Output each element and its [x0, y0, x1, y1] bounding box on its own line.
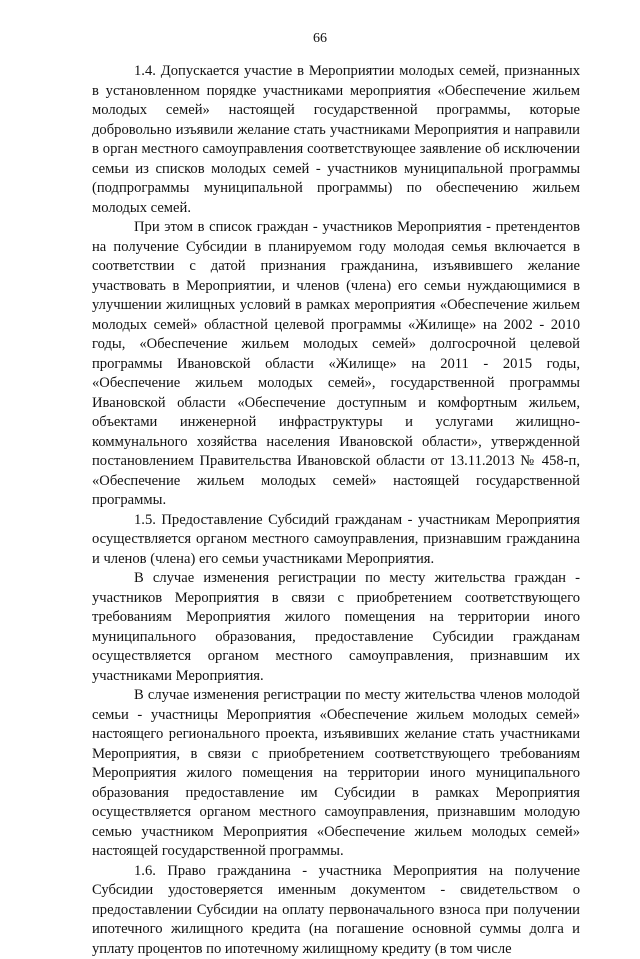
document-body: [92, 62, 580, 959]
paragraph-registration-change-family: В случае изменения регистрации по месту жительства членов молодой семьи - участницы Мероприятия «Обеспечение жильем молодых семей» настоящего регионального проекта, изъявивших желание стать участниками Мероприятия, в связи с приобретением соответствующего требованиям Мероприятия жилого помещения на территории иного муниципального образования предоставление им Субсидии в рамках Мероприятия осуществляется органом местного самоуправления, признавшим молодую семью участником Мероприятия «Обеспечение жильем молодых семей» настоящей государственной программы.: [92, 686, 580, 862]
paragraph-candidate-list: При этом в список граждан - участников Мероприятия - претендентов на получение Субсидии в планируемом году молодая семья включается в соответствии с датой признания гражданина, изъявившего желание участвовать в Мероприятии, и членов (члена) его семьи нуждающимися в улучшении жилищных условий в рамках мероприятия «Обеспечение жильем молодых семей» областной целевой программы «Жилище» на 2002 - 2010 годы, «Обеспечение жильем молодых семей» долгосрочной целевой программы Ивановской области «Жилище» на 2011 - 2015 годы, «Обеспечение жильем молодых семей», государственной программы Ивановской области «Обеспечение доступным и комфортным жильем, объектами инженерной инфраструктуры и услугами жилищно-коммунального хозяйства населения Ивановской области», утвержденной постановлением Правительства Ивановской области от 13.11.2013 № 458-п, «Обеспечение жильем молодых семей» настоящей государственной программы.: [92, 218, 580, 511]
page-number: 66: [0, 30, 640, 48]
paragraph-1-6: 1.6. Право гражданина - участника Мероприятия на получение Субсидии удостоверяется именным документом - свидетельством о предоставлении Субсидии на оплату первоначального взноса при получении ипотечного жилищного кредита (на погашение основной суммы долга и уплату процентов по ипотечному жилищному кредиту (в том числе: [92, 862, 580, 959]
paragraph-registration-change-citizens: В случае изменения регистрации по месту жительства граждан - участников Мероприятия в связи с приобретением соответствующего требованиям Мероприятия жилого помещения на территории иного муниципального образования, предоставление Субсидии гражданам осуществляется органом местного самоуправления, признавшим их участниками Мероприятия.: [92, 569, 580, 686]
paragraph-1-4: 1.4. Допускается участие в Мероприятии молодых семей, признанных в установленном порядке участниками мероприятия «Обеспечение жильем молодых семей» настоящей государственной программы, которые добровольно изъявили желание стать участниками Мероприятия и направили в орган местного самоуправления соответствующее заявление об исключении семьи из списков молодых семей - участников муниципальной программы (подпрограммы муниципальной программы) по обеспечению жильем молодых семей.: [92, 62, 580, 218]
paragraph-1-5: 1.5. Предоставление Субсидий гражданам - участникам Мероприятия осуществляется органом местного самоуправления, признавшим гражданина и членов (члена) его семьи участниками Мероприятия.: [92, 511, 580, 570]
